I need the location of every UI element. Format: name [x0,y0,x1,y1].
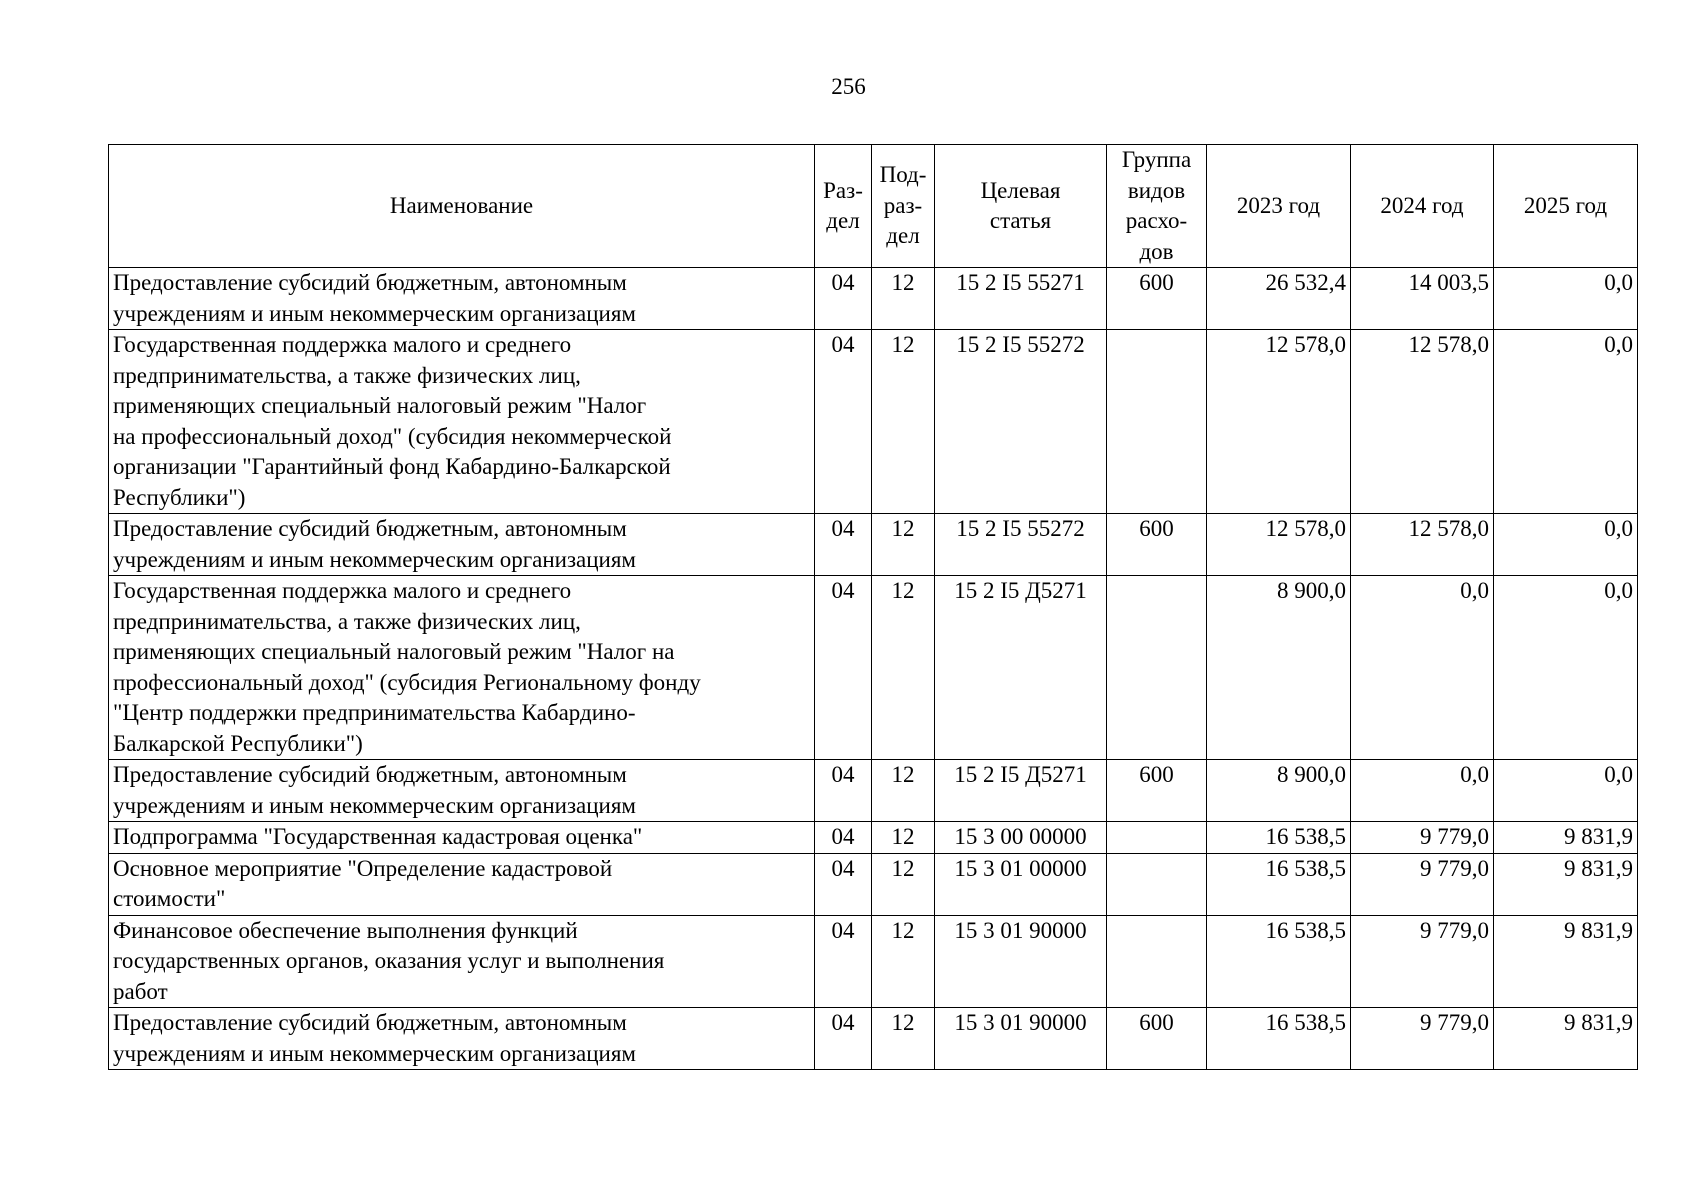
cell-subsection: 12 [872,822,935,854]
header-subsection: Под- раз- дел [872,145,935,268]
cell-group [1107,822,1207,854]
cell-2024: 14 003,5 [1351,268,1494,330]
cell-2024: 0,0 [1351,576,1494,760]
cell-subsection: 12 [872,760,935,822]
cell-target: 15 2 I5 Д5271 [935,760,1107,822]
cell-target: 15 2 I5 55272 [935,514,1107,576]
cell-2024: 12 578,0 [1351,330,1494,514]
cell-target: 15 3 01 90000 [935,1008,1107,1070]
table-row [109,1008,1638,1070]
cell-target: 15 3 01 00000 [935,853,1107,915]
cell-2025: 0,0 [1494,514,1638,576]
cell-group [1107,853,1207,915]
cell-subsection: 12 [872,1008,935,1070]
cell-2025: 9 831,9 [1494,915,1638,1008]
header-target: Целевая статья [935,145,1107,268]
table-row [109,330,1638,514]
cell-section: 04 [815,330,872,514]
cell-subsection: 12 [872,853,935,915]
cell-2024: 9 779,0 [1351,1008,1494,1070]
cell-group: 600 [1107,514,1207,576]
budget-table [108,144,1638,1070]
cell-2025: 0,0 [1494,268,1638,330]
cell-2023: 16 538,5 [1207,853,1351,915]
table-row [109,853,1638,915]
cell-2023: 12 578,0 [1207,330,1351,514]
cell-2023: 12 578,0 [1207,514,1351,576]
cell-2024: 9 779,0 [1351,822,1494,854]
cell-target: 15 2 I5 Д5271 [935,576,1107,760]
cell-section: 04 [815,853,872,915]
cell-group [1107,576,1207,760]
cell-name: Предоставление субсидий бюджетным, автономным учреждениям и иным некоммерческим организациям [109,760,815,822]
table-header [109,145,1638,268]
cell-2025: 0,0 [1494,330,1638,514]
cell-2025: 9 831,9 [1494,1008,1638,1070]
cell-2023: 8 900,0 [1207,760,1351,822]
cell-subsection: 12 [872,514,935,576]
cell-name: Предоставление субсидий бюджетным, автономным учреждениям и иным некоммерческим организациям [109,268,815,330]
table-row [109,915,1638,1008]
cell-group [1107,330,1207,514]
cell-2025: 9 831,9 [1494,853,1638,915]
cell-target: 15 2 I5 55271 [935,268,1107,330]
cell-name: Финансовое обеспечение выполнения функций государственных органов, оказания услуг и выполнения работ [109,915,815,1008]
cell-2024: 0,0 [1351,760,1494,822]
cell-name: Предоставление субсидий бюджетным, автономным учреждениям и иным некоммерческим организациям [109,514,815,576]
cell-2023: 16 538,5 [1207,915,1351,1008]
cell-group: 600 [1107,1008,1207,1070]
cell-target: 15 2 I5 55272 [935,330,1107,514]
cell-2025: 9 831,9 [1494,822,1638,854]
cell-section: 04 [815,760,872,822]
cell-name: Основное мероприятие "Определение кадастровой стоимости" [109,853,815,915]
table-row [109,576,1638,760]
cell-name: Предоставление субсидий бюджетным, автономным учреждениям и иным некоммерческим организациям [109,1008,815,1070]
cell-target: 15 3 00 00000 [935,822,1107,854]
table-row [109,268,1638,330]
cell-name: Государственная поддержка малого и среднего предпринимательства, а также физических лиц, применяющих специальный налоговый режим "Налог на профессиональный доход" (субсидия некоммерческой организации "Гарантийный фонд Кабардино-Балкарской Республики") [109,330,815,514]
cell-2023: 16 538,5 [1207,822,1351,854]
cell-subsection: 12 [872,915,935,1008]
cell-subsection: 12 [872,576,935,760]
cell-2023: 16 538,5 [1207,1008,1351,1070]
cell-subsection: 12 [872,268,935,330]
cell-section: 04 [815,1008,872,1070]
page-number: 256 [831,74,866,99]
header-2025: 2025 год [1494,145,1638,268]
header-2023: 2023 год [1207,145,1351,268]
cell-section: 04 [815,514,872,576]
header-name: Наименование [109,145,815,268]
cell-section: 04 [815,268,872,330]
table-row [109,514,1638,576]
cell-2024: 12 578,0 [1351,514,1494,576]
cell-name: Государственная поддержка малого и среднего предпринимательства, а также физических лиц, применяющих специальный налоговый режим "Налог на профессиональный доход" (субсидия Региональному фонду "Центр поддержки предпринимательства Кабардино- Балкарской Республики") [109,576,815,760]
cell-2024: 9 779,0 [1351,853,1494,915]
header-section: Раз- дел [815,145,872,268]
cell-subsection: 12 [872,330,935,514]
cell-2024: 9 779,0 [1351,915,1494,1008]
cell-target: 15 3 01 90000 [935,915,1107,1008]
cell-group: 600 [1107,268,1207,330]
cell-2025: 0,0 [1494,760,1638,822]
table-body [109,268,1638,1070]
header-group: Группа видов расхо- дов [1107,145,1207,268]
cell-section: 04 [815,822,872,854]
cell-name: Подпрограмма "Государственная кадастровая оценка" [109,822,815,854]
header-2024: 2024 год [1351,145,1494,268]
cell-section: 04 [815,915,872,1008]
table-row [109,822,1638,854]
cell-group [1107,915,1207,1008]
cell-section: 04 [815,576,872,760]
table-row [109,760,1638,822]
cell-2023: 8 900,0 [1207,576,1351,760]
cell-2023: 26 532,4 [1207,268,1351,330]
cell-group: 600 [1107,760,1207,822]
cell-2025: 0,0 [1494,576,1638,760]
